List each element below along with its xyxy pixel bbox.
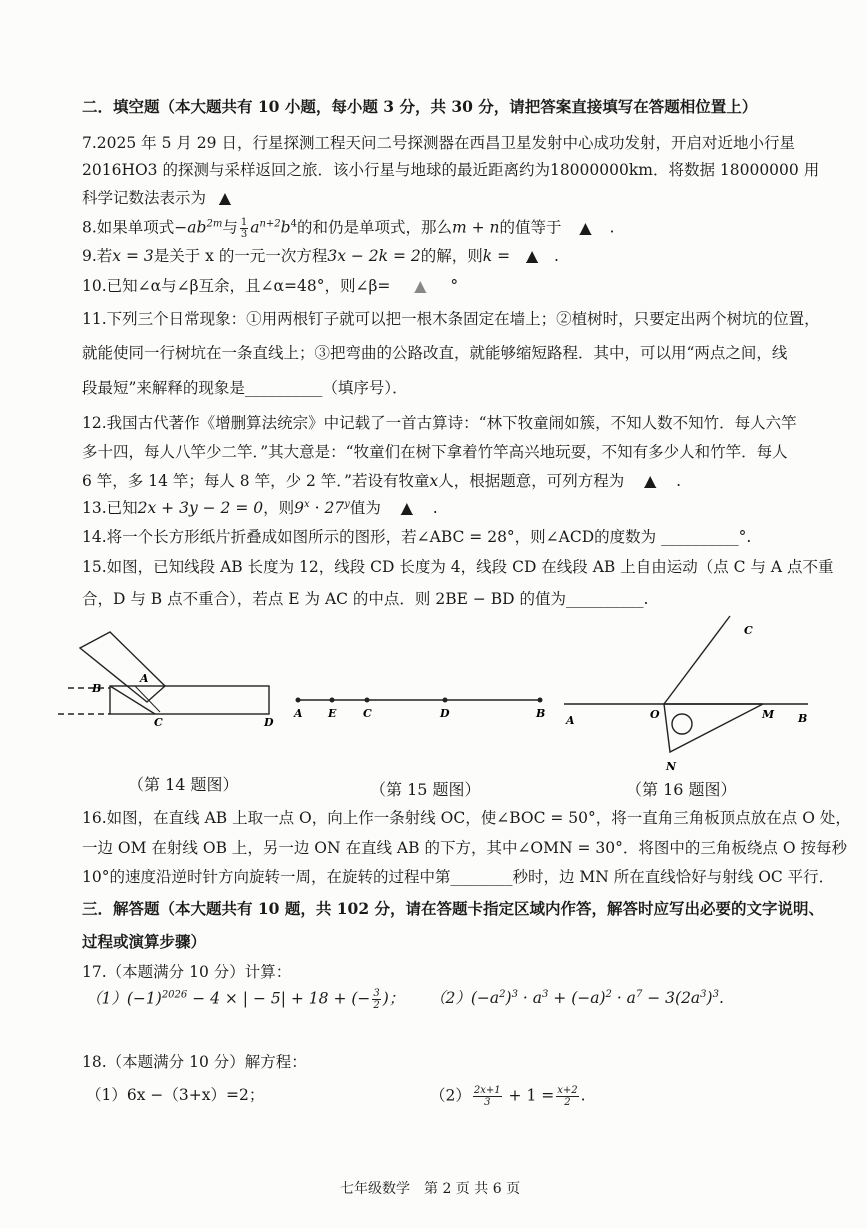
q12-answer-blank: ▲ (644, 472, 657, 490)
q8-end: . (609, 218, 615, 237)
q12-line2: 多十四，每人八竿少二竿．”其大意是：“牧童们在树下拿着竹竿高兴地玩耍，不知有多少人和竹竿．每人 (82, 443, 788, 461)
q18-p2-c: . (580, 1086, 586, 1105)
q17-p1-a: （1）(−1) (86, 989, 162, 1008)
fig15-caption: （第 15 题图） (370, 780, 481, 799)
q17-p1-exp: 2026 (161, 989, 188, 1001)
q13-text-a: 13.已知 (82, 499, 138, 517)
q12-line3 (82, 471, 681, 491)
q13-base2: 27 (324, 499, 345, 517)
fig16-triangle-hole (672, 714, 692, 734)
q13-equation: 2x + 3y − 2 = 0 (137, 499, 264, 517)
q18-heading: 18.（本题满分 10 分）解方程： (82, 1053, 307, 1071)
fig14-crease2 (135, 686, 160, 712)
fig15-label-b: B (536, 707, 546, 720)
q18-p2-b: + 1 = (503, 1086, 555, 1105)
q13-exp2: y (344, 498, 350, 510)
fig15-label-d: D (440, 707, 450, 720)
q16-line2: 一边 OM 在射线 OB 上，另一边 ON 在直线 AB 的下方，其中∠OMN = 30°．将图中的三角板绕点 O 按每秒 (82, 839, 847, 857)
q8-text-a: 8.如果单项式 (82, 218, 175, 237)
q9-text-a: 9.若 (82, 247, 113, 265)
fig15-point-c (365, 698, 370, 703)
q10-line (82, 276, 458, 296)
q17-p1-b: − 4 × | − 5| + 18 + (− (187, 989, 371, 1008)
q17-part2 (430, 988, 724, 1008)
q17-p2-h: ) (706, 989, 713, 1007)
q7-line3-text: 科学记数法表示为 (82, 189, 207, 207)
q16-line1: 16.如图，在直线 AB 上取一点 O，向上作一条射线 OC，使∠BOC = 50°，将一直角三角板顶点放在点 O 处， (82, 809, 851, 827)
fig15-point-e (330, 698, 335, 703)
figure-15 (290, 690, 550, 730)
q17-p1-fraction (372, 988, 380, 1011)
q8-expr: m + n (451, 218, 500, 237)
q13-dot: · (309, 499, 325, 517)
q12-text-a: 6 竿，多 14 竿；每人 8 竿，少 2 竿．”若设有牧童 (82, 472, 430, 490)
q17-p2-e3: 3 (541, 988, 549, 1000)
q8-exp1: 2m (206, 218, 223, 230)
q18-p2-a: （2） (430, 1086, 471, 1105)
q13-line (82, 498, 438, 518)
q17-p2-g: − 3(2a (642, 989, 701, 1007)
q18-f1-num: 2x+1 (473, 1085, 501, 1096)
q17-p2-c: · a (517, 989, 542, 1007)
q11-line3: 段最短”来解释的现象是__________（填序号）． (82, 379, 408, 397)
q17-p1-c: )； (382, 989, 405, 1008)
q8-answer-blank: ▲ (579, 218, 592, 237)
q8-exp3: 4 (290, 218, 297, 230)
fig16-label-m: M (762, 708, 775, 721)
q13-exp1: x (304, 498, 310, 510)
fig14-rect-strip (110, 686, 269, 714)
q17-p2-b: ) (505, 989, 512, 1007)
q8-exp2: n+2 (259, 218, 281, 230)
q9-answer-blank: ▲ (526, 247, 539, 265)
q17-p2-f: · a (611, 989, 636, 1007)
fig16-label-a: A (566, 714, 575, 727)
q9-equation: 3x − 2k = 2 (327, 247, 421, 265)
q17-p2-e1: 2 (499, 988, 506, 1000)
figure-14 (50, 630, 290, 740)
fig15-point-b (538, 698, 543, 703)
q18-f2-num: x+2 (557, 1085, 578, 1096)
fig14-caption: （第 14 题图） (128, 775, 239, 794)
q13-text-c: 值为 (349, 499, 381, 517)
fig15-label-a: A (294, 707, 303, 720)
q8-text-e: 的值等于 (499, 218, 562, 237)
q9-line (82, 246, 559, 266)
fig14-label-c: C (154, 716, 163, 729)
q18-f2-den: 2 (564, 1097, 571, 1108)
q10-answer-blank: ▲ (414, 277, 427, 295)
fig16-label-o: O (650, 708, 660, 721)
fig14-label-a: A (140, 672, 149, 685)
q17-p2-e2: 3 (511, 988, 518, 1000)
fig16-label-b: B (798, 712, 808, 725)
fig15-label-c: C (363, 707, 372, 720)
q7-line2: 2016HO3 的探测与采样返回之旅．该小行星与地球的最近距离约为18000000km．将数据 18000000 用 (82, 161, 820, 179)
q15-line2: 合，D 与 B 点不重合），若点 E 为 AC 的中点．则 2BE − BD 的值为__________. (82, 590, 649, 608)
q8-term2: a (250, 218, 260, 237)
q9-x: x = 3 (112, 247, 154, 265)
q14-line: 14.将一个长方形纸片折叠成如图所示的图形，若∠ABC = 28°，则∠ACD的度数为 __________°. (82, 528, 752, 546)
q8-frac-num: 1 (240, 217, 248, 228)
q13-answer-blank: ▲ (400, 499, 413, 517)
q13-text-b: ，则 (263, 499, 295, 517)
q7-answer-blank: ▲ (218, 189, 231, 207)
q18-fraction2 (556, 1085, 578, 1108)
q8-term3: b (280, 218, 291, 237)
q8-fraction (240, 217, 248, 240)
section3-heading-line1: 三．解答题（本大题共有 10 题，共 102 分，请在答题卡指定区域内作答，解答时应写出必要的文字说明、 (82, 899, 825, 918)
q9-end: . (554, 247, 559, 265)
q10-text: 10.已知∠α与∠β互余，且∠α=48°，则∠β= (82, 277, 391, 295)
q17-p2-e5: 7 (635, 988, 643, 1000)
q17-heading: 17.（本题满分 10 分）计算： (82, 963, 292, 981)
q18-fraction1 (473, 1085, 502, 1108)
q17-p1-frac-num: 3 (373, 988, 380, 999)
fig15-label-e: E (328, 707, 337, 720)
section3-heading-line2: 过程或演算步骤） (82, 932, 207, 951)
q15-line1: 15.如图，已知线段 AB 长度为 12，线段 CD 长度为 4，线段 CD 在线段 AB 上自由运动（点 C 与 A 点不重 (82, 558, 834, 576)
q10-end: ° (450, 277, 459, 295)
fig16-label-n: N (666, 760, 677, 772)
section2-heading: 二．填空题（本大题共有 10 小题，每小题 3 分，共 30 分，请把答案直接填写在答题相位置上） (82, 97, 758, 116)
fig15-point-a (296, 698, 301, 703)
q8-text-c: 与 (222, 218, 238, 237)
page-footer: 七年级数学 第 2 页 共 6 页 (340, 1181, 521, 1197)
fig15-point-d (443, 698, 448, 703)
fig14-label-b: B (92, 682, 102, 695)
q9-text-c: 的解，则 (420, 247, 483, 265)
q12-var: x (429, 472, 439, 490)
q8-line (82, 217, 614, 240)
fig16-label-c: C (744, 624, 753, 637)
q9-k: k = (482, 247, 511, 265)
q8-term1: −ab (174, 218, 207, 237)
q9-text-b: 是关于 x 的一元一次方程 (153, 247, 328, 265)
q17-p1-frac-den: 2 (373, 1000, 380, 1011)
q13-end: . (432, 499, 438, 517)
q17-p2-e4: 2 (605, 988, 612, 1000)
q12-end: . (676, 472, 682, 490)
fig14-label-d: D (264, 716, 274, 729)
q16-line3: 10°的速度沿逆时针方向旋转一周，在旋转的过程中第________秒时，边 MN 所在直线恰好与射线 OC 平行． (82, 868, 835, 886)
q17-p2-e6: 3 (700, 988, 707, 1000)
q12-line1: 12.我国古代著作《增删算法统宗》中记载了一首古算诗：“林下牧童闹如簇，不知人数不知竹．每人六竿 (82, 414, 797, 432)
q17-p2-e7: 3 (712, 988, 719, 1000)
q17-p2-i: . (718, 989, 724, 1007)
q18-part1: （1）6x −（3+x）=2； (86, 1086, 265, 1104)
q8-frac-den: 3 (240, 229, 248, 240)
q13-base1: 9 (294, 499, 305, 517)
fig16-triangle (664, 704, 763, 752)
q11-line2: 就能使同一行树坑在一条直线上；③把弯曲的公路改直，就能够缩短路程．其中，可以用“两点之间，线 (82, 344, 788, 362)
q17-part1 (86, 988, 404, 1011)
q12-text-b: 人，根据题意，可列方程为 (438, 472, 625, 490)
fig16-ray-oc (664, 616, 730, 704)
q7-line1: 7.2025 年 5 月 29 日，行星探测工程天问二号探测器在西昌卫星发射中心成功发射，开启对近地小行星 (82, 134, 795, 152)
q18-f1-den: 3 (484, 1097, 491, 1108)
q17-p2-a: （2）(−a (430, 989, 500, 1007)
q11-line1: 11.下列三个日常现象：①用两根钉子就可以把一根木条固定在墙上；②植树时，只要定出两个树坑的位置， (82, 310, 820, 328)
q8-text-d: 的和仍是单项式，那么 (296, 218, 452, 237)
fig16-caption: （第 16 题图） (626, 780, 737, 799)
q18-part2 (430, 1085, 586, 1108)
figure-16 (560, 612, 820, 772)
q7-line3 (82, 188, 239, 208)
q17-p2-d: + (−a) (548, 989, 606, 1007)
